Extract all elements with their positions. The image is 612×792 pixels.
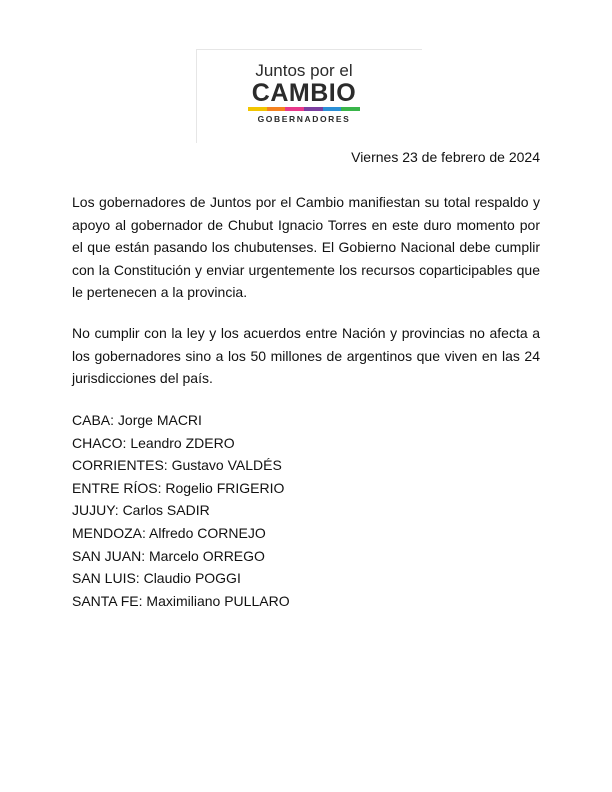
logo-color-bar (248, 107, 360, 111)
logo-bar-segment (304, 107, 323, 111)
governor-item: CORRIENTES: Gustavo VALDÉS (72, 457, 282, 474)
logo-bar-segment (267, 107, 286, 111)
governor-item: CHACO: Leandro ZDERO (72, 434, 235, 451)
governor-item: ENTRE RÍOS: Rogelio FRIGERIO (72, 479, 285, 496)
governor-item: SAN LUIS: Claudio POGGI (72, 570, 241, 587)
governor-item: SANTA FE: Maximiliano PULLARO (72, 592, 290, 609)
paragraph-support-statement: Los gobernadores de Juntos por el Cambio manifiestan su total respaldo y apoyo al gobernador de Chubut Ignacio Torres en este duro momento por el que están pasando los chubutenses. El Gobierno Nacional debe cumplir con la Constitución y enviar urgentemente los recursos coparticipables que le pertenecen a la provincia. (72, 194, 540, 300)
logo-line-cambio: CAMBIO (251, 79, 357, 107)
logo-bar-segment (323, 107, 342, 111)
logo-line-gobernadores: GOBERNADORES (257, 114, 351, 124)
governor-item: CABA: Jorge MACRI (72, 412, 202, 428)
governor-item: MENDOZA: Alfredo CORNEJO (72, 524, 266, 541)
logo-bar-segment (341, 107, 360, 111)
juntos-por-el-cambio-logo (244, 62, 364, 124)
governor-item: JUJUY: Carlos SADIR (72, 502, 210, 519)
logo-bar-segment (248, 107, 267, 111)
logo-bar-segment (285, 107, 304, 111)
document-date: Viernes 23 de febrero de 2024 (351, 149, 540, 165)
paragraph-law-compliance: No cumplir con la ley y los acuerdos entre Nación y provincias no afecta a los gobernadores sino a los 50 millones de argentinos que viven en las 24 jurisdicciones del país. (72, 325, 540, 386)
governors-list (72, 409, 290, 612)
logo-line-juntos-por-el: Juntos por el (255, 61, 353, 80)
governor-item: SAN JUAN: Marcelo ORREGO (72, 547, 265, 564)
